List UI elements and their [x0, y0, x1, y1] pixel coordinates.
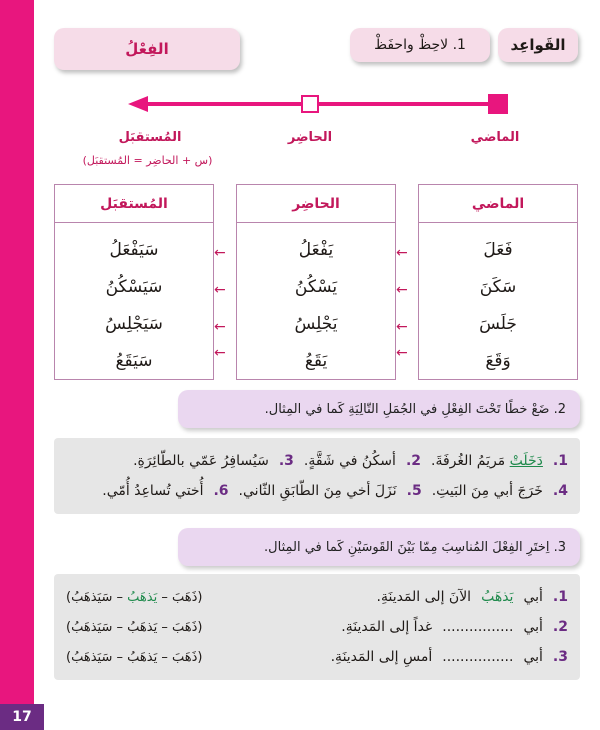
future-word: سَيَقَعُ [115, 350, 153, 371]
future-word: سَيَفْعَلُ [109, 239, 159, 260]
past-word: سَكَنَ [479, 276, 517, 297]
present-marker [302, 96, 318, 112]
past-column [418, 184, 578, 380]
present-column [236, 184, 396, 380]
present-word: يَقَعُ [304, 350, 328, 371]
future-column-header: المُستقبَل [55, 185, 213, 223]
answer-blank[interactable]: ................ [442, 619, 514, 635]
exercise-2-panel [54, 438, 580, 514]
sentence-number: 3. [552, 649, 568, 665]
choice-future: سَيَذهَبُ) [66, 649, 113, 665]
choice-separator: – [161, 649, 168, 665]
sentence-text: خَرَجَ أبي مِنَ البَيتِ. [431, 483, 543, 499]
future-column [54, 184, 214, 380]
present-word: يَسْكُنُ [294, 276, 338, 297]
sentence-number: 1. [552, 589, 568, 605]
sentence-end: الآنَ إلى المَدينَةِ. [376, 589, 472, 605]
sentence-number: 3. [278, 453, 294, 469]
past-word: وَقَعَ [485, 350, 511, 371]
arrow-left-icon: ← [396, 282, 408, 298]
choice-separator: – [116, 589, 123, 605]
choice-past: (ذَهَبَ [171, 619, 203, 635]
choice-past: (ذَهَبَ [171, 589, 203, 605]
sentence-number: 2. [552, 619, 568, 635]
present-word: يَجْلِسُ [294, 313, 338, 334]
arrow-left-icon: ← [396, 245, 408, 261]
exercise-3-panel [54, 574, 580, 680]
choice-separator: – [161, 589, 168, 605]
example-verb: دَخَلَتْ [509, 453, 543, 469]
choice-past: (ذَهَبَ [171, 649, 203, 665]
timeline-arrowhead [128, 96, 148, 112]
sentence-end: غداً إلى المَدينَةِ. [341, 619, 433, 635]
arrow-left-icon: ← [214, 245, 226, 261]
sentence-text: أسكُنُ في شَقَّةٍ. [303, 453, 396, 469]
section-label: القَواعِد [498, 28, 578, 62]
sentence-text: مَريَمُ الغُرفَةَ. [431, 453, 506, 469]
sentence-number: 1. [552, 453, 568, 469]
sentence-start: أبي [523, 649, 543, 665]
timeline-past-label: الماضي [470, 130, 520, 145]
arrow-left-icon: ← [214, 345, 226, 361]
sentence-text: أُختي تُساعِدُ أُمّي. [102, 483, 204, 499]
past-marker [488, 94, 508, 114]
choice-present: يَذهَبُ [127, 649, 158, 665]
sentence-start: أبي [523, 589, 543, 605]
timeline [0, 0, 600, 180]
exercise-3-row [66, 612, 568, 642]
timeline-present-label: الحاضِر [287, 130, 333, 145]
past-column-header: الماضي [419, 185, 577, 223]
choice-present: يَذهَبُ [127, 619, 158, 635]
verb-choices [66, 590, 202, 605]
exercise-2-line [66, 476, 568, 506]
sentence-number: 6. [213, 483, 229, 499]
example-verb: يَذهَبُ [481, 589, 514, 605]
arrow-left-icon: ← [396, 345, 408, 361]
answer-blank[interactable]: ................ [442, 649, 514, 665]
sentence-text: سَيُسافِرُ عَمّي بالطّائِرَةِ. [133, 453, 269, 469]
choice-separator: – [116, 649, 123, 665]
present-word: يَفْعَلُ [298, 239, 334, 260]
page-number: 17 [0, 704, 44, 730]
exercise-3-row [66, 642, 568, 672]
instruction-label: 1. لاحِظْ واحفَظْ [350, 28, 490, 62]
present-column-header: الحاضِر [237, 185, 395, 223]
choice-separator: – [161, 619, 168, 635]
past-word: فَعَلَ [483, 239, 513, 260]
past-word: جَلَسَ [479, 313, 517, 334]
arrow-left-icon: ← [214, 282, 226, 298]
sentence-number: 5. [406, 483, 422, 499]
verb-choices [66, 620, 202, 635]
timeline-note: (س + الحاضِر = المُستقبَل) [82, 154, 213, 167]
timeline-future-label: المُستقبَل [118, 130, 182, 145]
choice-future: سَيَذهَبُ) [66, 619, 113, 635]
sentence-number: 4. [552, 483, 568, 499]
sentence-text: نَزَلَ أخي مِنَ الطّابَقِ الثّاني. [238, 483, 397, 499]
arrow-left-icon: ← [396, 319, 408, 335]
exercise-2-line [66, 446, 568, 476]
exercise-2-prompt: 2. ضَعْ خطًا تَحْتَ الفِعْلِ في الجُمَلِ التّالِيَةِ كَما في المِثال. [178, 390, 580, 428]
exercise-3-prompt: 3. اِختَرِ الفِعْلَ المُناسِبَ مِمّا بَيْنَ القَوسَيْنِ كَما في المِثال. [178, 528, 580, 566]
sentence-start: أبي [523, 619, 543, 635]
choice-present: يَذهَبُ [127, 589, 158, 605]
lesson-title: الفِعْلُ [54, 28, 240, 70]
exercise-3-row [66, 582, 568, 612]
future-word: سَيَسْكُنُ [105, 276, 163, 297]
sentence-end: أمسِ إلى المَدينَةِ. [330, 649, 433, 665]
sentence-number: 2. [405, 453, 422, 469]
arrow-left-icon: ← [214, 319, 226, 335]
future-word: سَيَجْلِسُ [105, 313, 163, 334]
choice-separator: – [116, 619, 123, 635]
verb-choices [66, 650, 202, 665]
choice-future: سَيَذهَبُ) [66, 589, 113, 605]
